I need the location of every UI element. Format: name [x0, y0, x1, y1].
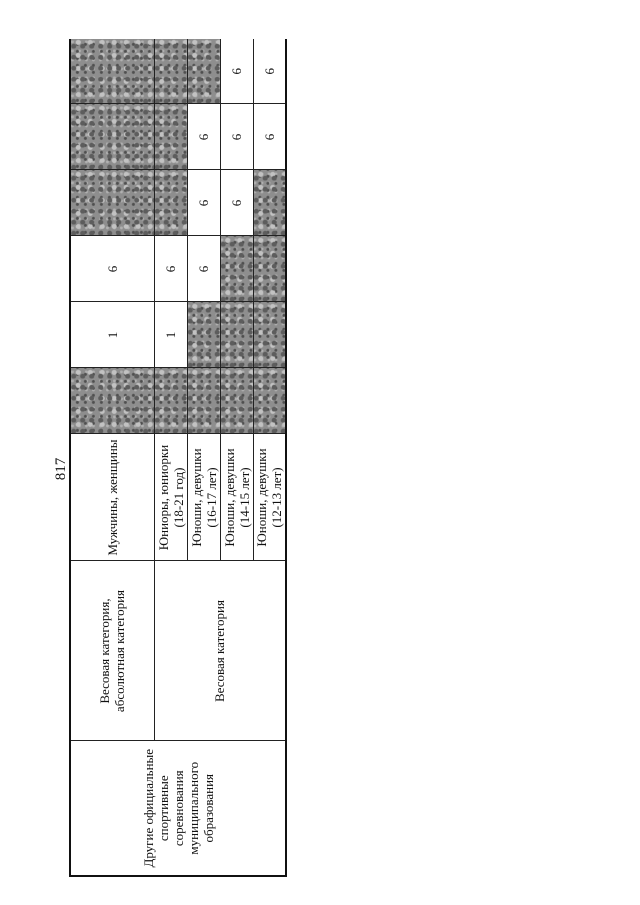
value-cell: 1	[70, 302, 154, 368]
value-cell	[70, 368, 154, 434]
value-cell	[220, 302, 253, 368]
group-cell: Юниоры, юниорки (18-21 год)	[154, 434, 187, 561]
category-body-cell: Весовая категория	[154, 561, 286, 741]
value-cell: 6	[220, 170, 253, 236]
table-body	[70, 39, 286, 876]
value-cell	[154, 39, 187, 104]
value-cell: 6	[220, 39, 253, 104]
value-cell: 6	[70, 236, 154, 302]
value-cell	[70, 170, 154, 236]
value-cell	[154, 170, 187, 236]
value-cell	[70, 39, 154, 104]
value-cell: 6	[187, 236, 220, 302]
rotated-table-wrapper	[69, 39, 287, 877]
value-cell: 6	[253, 104, 286, 170]
group-cell: Юноши, девушки (14-15 лет)	[220, 434, 253, 561]
table-row	[70, 39, 154, 876]
group-cell: Юноши, девушки (16-17 лет)	[187, 434, 220, 561]
sport-program-table	[69, 39, 287, 877]
table-viewport	[69, 39, 287, 877]
value-cell: 6	[154, 236, 187, 302]
value-cell	[187, 302, 220, 368]
group-cell: Мужчины, женщины	[70, 434, 154, 561]
value-cell	[187, 39, 220, 104]
value-cell	[253, 302, 286, 368]
value-cell: 6	[187, 170, 220, 236]
value-cell	[253, 368, 286, 434]
value-cell	[253, 236, 286, 302]
group-cell: Юноши, девушки (12-13 лет)	[253, 434, 286, 561]
value-cell	[70, 104, 154, 170]
value-cell	[220, 368, 253, 434]
value-cell: 6	[187, 104, 220, 170]
category-header-cell: Весовая категория, абсолютная категория	[70, 561, 154, 741]
value-cell: 6	[220, 104, 253, 170]
value-cell: 6	[253, 39, 286, 104]
value-cell	[220, 236, 253, 302]
value-cell	[154, 368, 187, 434]
competition-cell: Другие официальные спортивные соревнования муниципального образования	[70, 741, 286, 876]
value-cell	[253, 170, 286, 236]
value-cell	[187, 368, 220, 434]
page-number: 817	[53, 457, 69, 481]
value-cell: 1	[154, 302, 187, 368]
value-cell	[154, 104, 187, 170]
